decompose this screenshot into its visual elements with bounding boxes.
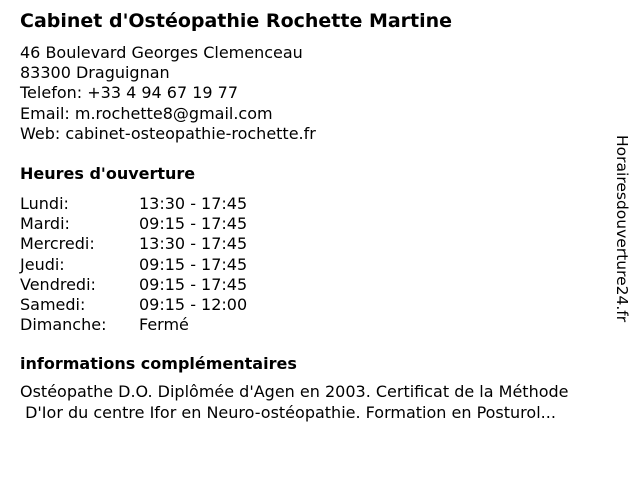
street-address: 46 Boulevard Georges Clemenceau	[20, 43, 303, 62]
time-value: Fermé	[139, 315, 189, 335]
business-name: Cabinet d'Ostéopathie Rochette Martine	[20, 10, 453, 32]
time-value: 13:30 - 17:45	[139, 234, 248, 254]
day-label: Vendredi:	[20, 274, 96, 294]
time-value: 09:15 - 12:00	[139, 294, 248, 314]
time-value: 09:15 - 17:45	[139, 254, 248, 274]
day-label: Samedi:	[20, 294, 86, 314]
phone-number: Telefon: +33 4 94 67 19 77	[20, 83, 239, 103]
info-text	[20, 382, 620, 423]
city-postcode: 83300 Draguignan	[20, 63, 170, 83]
info-heading: informations complémentaires	[20, 354, 297, 373]
email-address: Email: m.rochette8@gmail.com	[20, 103, 273, 123]
hours-heading: Heures d'ouverture	[20, 164, 196, 183]
time-value: 09:15 - 17:45	[139, 214, 248, 234]
info-line-1: Ostéopathe D.O. Diplômée d'Agen en 2003. Certificat de la Méthode	[20, 382, 569, 401]
contact-block	[20, 43, 316, 144]
info-line-2: D'Ior du centre Ifor en Neuro-ostéopathie. Formation en Posturol...	[20, 402, 556, 422]
time-value: 13:30 - 17:45	[139, 194, 248, 213]
day-label: Mardi:	[20, 214, 70, 234]
day-label: Lundi:	[20, 194, 69, 213]
day-label: Jeudi:	[20, 254, 65, 274]
time-value: 09:15 - 17:45	[139, 274, 248, 294]
site-watermark: Horairesdouverture24.fr	[613, 135, 631, 323]
website-link[interactable]: Web: cabinet-osteopathie-rochette.fr	[20, 123, 316, 143]
day-label: Mercredi:	[20, 234, 95, 254]
day-label: Dimanche:	[20, 315, 107, 335]
